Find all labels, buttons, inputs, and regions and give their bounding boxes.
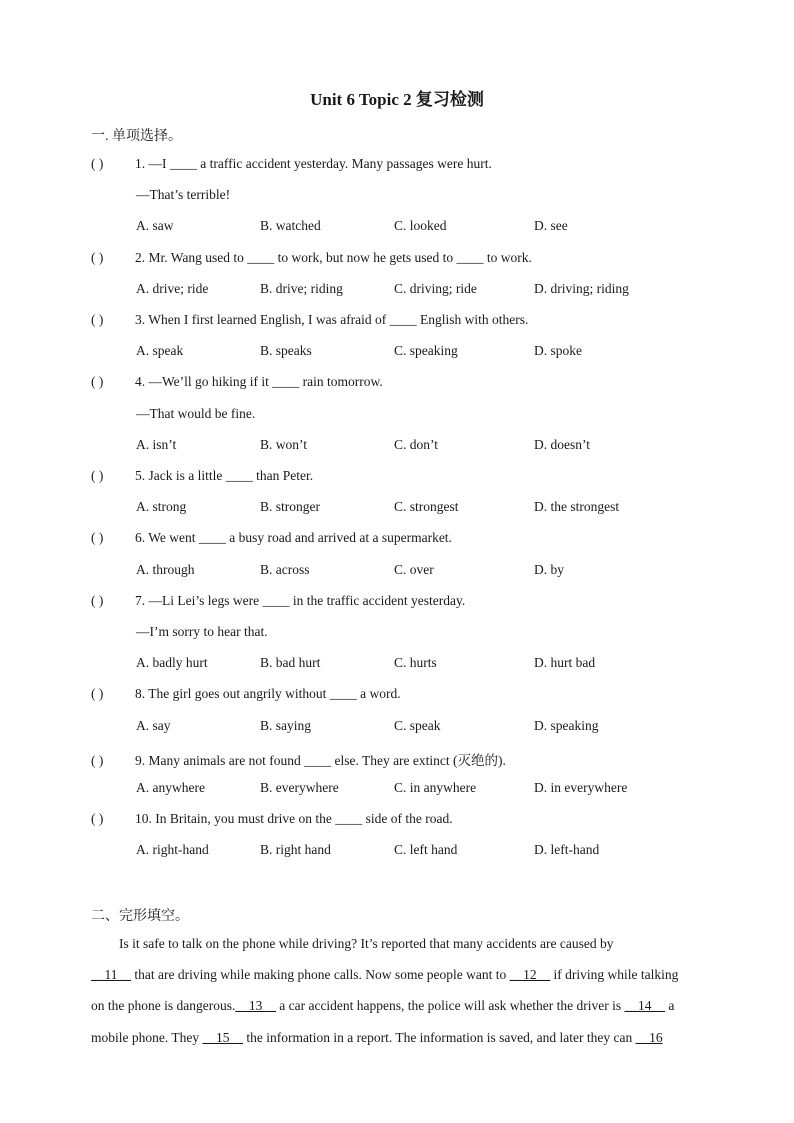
option-a[interactable]: A. badly hurt <box>136 655 208 671</box>
cloze-text: if driving while talking <box>550 967 679 983</box>
question-text: 3. When I first learned English, I was afraid of ____ English with others. <box>135 312 529 327</box>
question-stem <box>91 686 401 702</box>
page-title: Unit 6 Topic 2 复习检测 <box>310 90 484 109</box>
answer-bracket[interactable]: ( ) <box>91 811 104 827</box>
option-d[interactable]: D. by <box>534 561 564 577</box>
question-text: 10. In Britain, you must drive on the ____ side of the road. <box>135 811 453 827</box>
question-reply: —I’m sorry to hear that. <box>136 624 268 639</box>
option-d[interactable]: D. doesn’t <box>534 436 590 452</box>
option-row <box>136 218 696 236</box>
option-c[interactable]: C. looked <box>394 218 447 234</box>
option-b[interactable]: B. right hand <box>260 842 331 858</box>
answer-bracket[interactable]: ( ) <box>91 686 104 702</box>
option-a[interactable]: A. say <box>136 717 171 733</box>
option-d[interactable]: D. speaking <box>534 717 599 733</box>
option-b[interactable]: B. drive; riding <box>260 280 343 296</box>
answer-bracket[interactable]: ( ) <box>91 530 104 546</box>
cloze-text: mobile phone. They <box>91 1029 203 1045</box>
answer-bracket[interactable]: ( ) <box>91 249 104 265</box>
option-a[interactable]: A. through <box>136 561 195 577</box>
answer-bracket[interactable]: ( ) <box>91 312 104 327</box>
answer-bracket[interactable]: ( ) <box>91 752 104 768</box>
option-d[interactable]: D. hurt bad <box>534 655 596 671</box>
question-text: 1. —I ____ a traffic accident yesterday. Many passages were hurt. <box>135 156 492 171</box>
question-text: 5. Jack is a little ____ than Peter. <box>135 468 314 483</box>
cloze-blank[interactable]: __13__ <box>235 998 276 1014</box>
option-row <box>136 655 696 673</box>
question-text: 6. We went ____ a busy road and arrived at a supermarket. <box>135 530 452 546</box>
option-a[interactable]: A. speak <box>136 343 184 359</box>
option-c[interactable]: C. speaking <box>394 343 458 359</box>
question-reply: —That’s terrible! <box>136 187 231 203</box>
option-row <box>136 499 696 517</box>
option-b[interactable]: B. stronger <box>260 499 320 515</box>
option-row <box>136 281 696 299</box>
question-text: 4. —We’ll go hiking if it ____ rain tomorrow. <box>135 374 383 390</box>
cloze-text: a car accident happens, the police will ask whether the driver is <box>275 998 625 1014</box>
option-a[interactable]: A. drive; ride <box>136 280 209 296</box>
question-text: 8. The girl goes out angrily without ____ a word. <box>135 686 401 702</box>
option-a[interactable]: A. saw <box>136 218 174 234</box>
question-reply: —That would be fine. <box>136 405 256 421</box>
option-row <box>136 343 696 361</box>
question-stem <box>91 156 492 172</box>
question-stem <box>91 530 452 546</box>
option-c[interactable]: C. in anywhere <box>394 780 477 795</box>
question-stem <box>91 250 532 266</box>
cloze-text: the information in a report. The information is saved, and later they can <box>242 1029 636 1045</box>
option-d[interactable]: D. spoke <box>534 343 582 359</box>
question-stem <box>91 749 506 769</box>
option-d[interactable]: D. in everywhere <box>534 780 628 795</box>
question-stem <box>91 312 528 328</box>
option-d[interactable]: D. the strongest <box>534 499 620 515</box>
question-stem <box>91 374 383 390</box>
option-row <box>136 437 696 455</box>
question-stem <box>91 593 465 609</box>
option-b[interactable]: B. bad hurt <box>260 655 321 671</box>
option-a[interactable]: A. anywhere <box>136 780 205 795</box>
cloze-text: a <box>664 998 675 1014</box>
option-c[interactable]: C. don’t <box>394 436 439 452</box>
option-row <box>136 718 696 736</box>
question-text: 9. Many animals are not found ____ else. They are extinct (灭绝的). <box>135 752 506 768</box>
option-d[interactable]: D. driving; riding <box>534 280 629 296</box>
answer-bracket[interactable]: ( ) <box>91 374 104 390</box>
section-one-heading: 一. 单项选择。 <box>91 129 182 144</box>
option-b[interactable]: B. saying <box>260 717 312 733</box>
cloze-line <box>91 1030 703 1046</box>
option-c[interactable]: C. speak <box>394 717 441 733</box>
option-c[interactable]: C. over <box>394 561 434 577</box>
option-c[interactable]: C. hurts <box>394 655 437 671</box>
cloze-line <box>91 936 731 952</box>
question-stem <box>91 811 453 827</box>
option-row <box>136 842 696 860</box>
cloze-line <box>91 967 703 983</box>
option-c[interactable]: C. strongest <box>394 499 459 515</box>
cloze-text: that are driving while making phone calls. Now some people want to <box>131 967 510 983</box>
cloze-line <box>91 998 703 1014</box>
question-text: 7. —Li Lei’s legs were ____ in the traffic accident yesterday. <box>135 592 466 608</box>
option-d[interactable]: D. see <box>534 218 568 234</box>
option-c[interactable]: C. left hand <box>394 842 458 858</box>
option-c[interactable]: C. driving; ride <box>394 280 477 296</box>
section-two-heading: 二、完形填空。 <box>91 909 189 924</box>
option-row <box>136 780 696 798</box>
cloze-blank[interactable]: __12__ <box>509 967 551 983</box>
cloze-blank[interactable]: __16 <box>635 1029 663 1045</box>
answer-bracket[interactable]: ( ) <box>91 468 104 483</box>
option-b[interactable]: B. everywhere <box>260 780 339 795</box>
question-text: 2. Mr. Wang used to ____ to work, but now he gets used to ____ to work. <box>135 249 532 265</box>
cloze-blank[interactable]: __15__ <box>202 1029 243 1045</box>
option-b[interactable]: B. speaks <box>260 343 312 359</box>
option-a[interactable]: A. strong <box>136 499 187 515</box>
option-d[interactable]: D. left-hand <box>534 842 600 858</box>
question-stem <box>91 468 313 484</box>
cloze-text: on the phone is dangerous. <box>91 998 236 1014</box>
option-row <box>136 562 696 580</box>
option-b[interactable]: B. across <box>260 561 310 577</box>
option-b[interactable]: B. won’t <box>260 436 308 452</box>
option-a[interactable]: A. isn’t <box>136 436 177 452</box>
answer-bracket[interactable]: ( ) <box>91 592 104 608</box>
answer-bracket[interactable]: ( ) <box>91 156 104 171</box>
option-a[interactable]: A. right-hand <box>136 842 209 858</box>
cloze-text: Is it safe to talk on the phone while driving? It’s reported that many accidents are caused by <box>119 936 614 951</box>
option-b[interactable]: B. watched <box>260 218 321 234</box>
cloze-blank[interactable]: __14__ <box>624 998 665 1014</box>
cloze-blank[interactable]: __11__ <box>91 967 131 983</box>
